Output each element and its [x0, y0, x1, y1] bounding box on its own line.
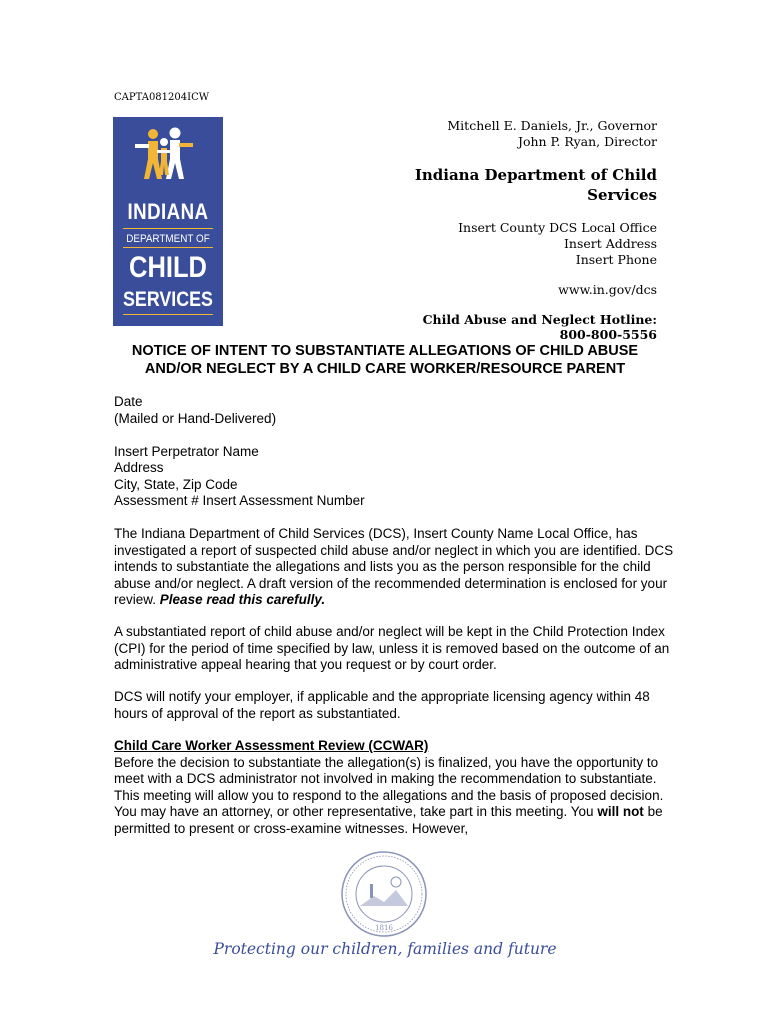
- agency-name-line: Services: [587, 186, 657, 204]
- read-carefully-emphasis: Please read this carefully.: [159, 592, 326, 607]
- seal-year: 1816: [375, 924, 393, 932]
- form-code: CAPTA081204ICW: [114, 92, 209, 103]
- logo-rule: [123, 314, 213, 315]
- ccwar-section: [114, 738, 674, 837]
- office-block: [458, 220, 657, 268]
- state-seal-icon: [340, 850, 428, 938]
- paragraph-notification: DCS will notify your employer, if applicable and the appropriate licensing agency within 48 hours of approval of the report as substantiated.: [114, 689, 650, 721]
- hotline-block: [423, 312, 657, 342]
- agency-name-line: Indiana Department of Child: [414, 166, 657, 184]
- notice-title-line: AND/OR NEGLECT BY A CHILD CARE WORKER/RESOURCE PARENT: [144, 361, 626, 377]
- ccwar-text: Before the decision to substantiate the allegation(s) is finalized, you have the opportunity to meet with a DCS administrator not involved in making the recommendation to substantiate. This meeting will allow you to respond to the allegations and the basis of proposed decision. You may have an attorney, or other representative, take part in this meeting. You: [114, 754, 664, 819]
- office-name: Insert County DCS Local Office: [458, 220, 657, 235]
- address-block: [114, 394, 674, 510]
- ccwar-text: be permitted to present or cross-examine witnesses. However,: [114, 804, 663, 836]
- logo-rule: [123, 247, 213, 248]
- governor-line: Mitchell E. Daniels, Jr., Governor: [447, 118, 657, 133]
- notice-title: [100, 342, 670, 378]
- tagline: Protecting our children, families and future: [213, 940, 557, 958]
- ccwar-paragraph: [114, 755, 674, 838]
- date-line: Date: [114, 394, 143, 409]
- logo-text-indiana: INDIANA: [127, 199, 209, 224]
- assessment-number: Assessment # Insert Assessment Number: [114, 493, 365, 508]
- ccwar-emphasis: will not: [597, 804, 644, 819]
- agency-name: [415, 165, 657, 205]
- notice-title-line: NOTICE OF INTENT TO SUBSTANTIATE ALLEGATIONS OF CHILD ABUSE: [131, 343, 639, 359]
- office-address: Insert Address: [563, 236, 657, 251]
- logo-text-department: DEPARTMENT OF: [126, 233, 210, 245]
- hotline-number: 800-800-5556: [559, 327, 657, 342]
- hotline-label: Child Abuse and Neglect Hotline:: [422, 312, 657, 327]
- family-figures-icon: [113, 117, 223, 197]
- logo-text-child: CHILD: [129, 251, 207, 284]
- dcs-logo: [113, 117, 223, 326]
- ccwar-heading: Child Care Worker Assessment Review (CCWAR): [114, 738, 429, 753]
- office-phone: Insert Phone: [575, 252, 657, 267]
- website-link[interactable]: www.in.gov/dcs: [558, 282, 657, 297]
- director-line: John P. Ryan, Director: [517, 134, 657, 149]
- perpetrator-address: Address: [114, 460, 164, 475]
- perpetrator-name: Insert Perpetrator Name: [114, 443, 259, 459]
- delivery-line: (Mailed or Hand-Delivered): [114, 410, 277, 426]
- officials-block: [447, 118, 657, 150]
- paragraph-cpi: A substantiated report of child abuse and/or neglect will be kept in the Child Protection Index (CPI) for the period of time specified by law, unless it is removed based on the outcome of an administrative appeal hearing that you request or by court order.: [114, 624, 670, 672]
- paragraph-investigation: [114, 526, 674, 609]
- logo-rule: [123, 228, 213, 229]
- paragraph-text: The Indiana Department of Child Services (DCS), Insert County Name Local Office, has investigated a report of suspected child abuse and/or neglect in which you are identified. DCS intends to substantiate the allegations and lists you as the person responsible for the child abuse and/or neglect. A draft version of the recommended determination is enclosed for your review.: [114, 526, 674, 607]
- perpetrator-city: City, State, Zip Code: [114, 476, 238, 492]
- logo-text-services: SERVICES: [123, 288, 213, 311]
